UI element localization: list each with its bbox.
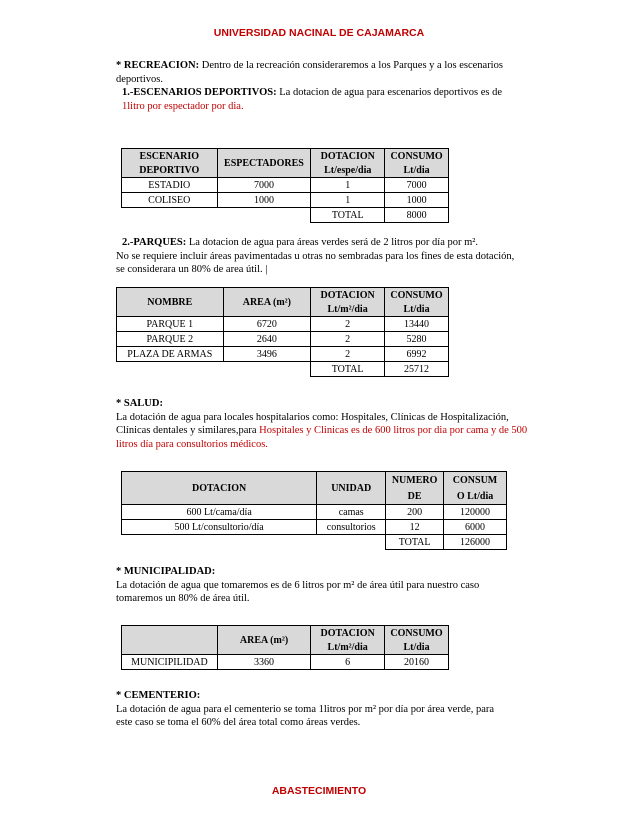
cell: 1000 [385, 193, 449, 208]
cell: 2 [311, 317, 385, 332]
page-header-title: UNIVERSIDAD NACINAL DE CAJAMARCA [213, 27, 425, 39]
salud-text1: La dotación de agua para locales hospitalarios como: Hospitales, Clínicas de Hospitalización, [116, 411, 509, 423]
total-value: 25712 [385, 362, 449, 377]
th-dotacion: DOTACION [311, 149, 385, 164]
th-deportivo: DEPORTIVO [122, 163, 218, 178]
salud-text2a: Clínicas dentales y similares,para [116, 425, 260, 436]
th-dotacion-unit: Lt/m²/dia [311, 302, 385, 317]
th-area: AREA (m²) [217, 626, 310, 655]
salud-table [121, 471, 507, 550]
salud-text2 [116, 424, 546, 438]
th-dotacion-unit: Lt/m²/dia [311, 640, 385, 655]
th-dotacion-unit: Lt/espe/dia [311, 163, 385, 178]
table-row [117, 347, 449, 362]
th-consumo-unit: Lt/dia [385, 640, 449, 655]
th-dotacion: DOTACION [311, 288, 385, 303]
table-row [122, 193, 449, 208]
cell: 7000 [217, 178, 311, 193]
cell: 3496 [223, 347, 311, 362]
total-value: 8000 [385, 208, 449, 223]
cell: 1000 [217, 193, 311, 208]
cell: 20160 [385, 655, 449, 670]
cell: 2 [311, 332, 385, 347]
th-consumo-unit: O Lt/dia [444, 488, 507, 505]
th-espectadores: ESPECTADORES [217, 149, 311, 178]
municipalidad-heading: * MUNICIPALIDAD: [116, 566, 216, 577]
cell: 2640 [223, 332, 311, 347]
total-row [122, 535, 507, 550]
th-consumo: CONSUMO [385, 288, 449, 303]
recreacion-paragraph [116, 59, 526, 86]
salud-heading: * SALUD: [116, 398, 163, 409]
th-consumo: CONSUM [444, 472, 507, 489]
cell: 500 Lt/consultorio/día [122, 520, 317, 535]
cementerio-section [116, 689, 536, 730]
total-row [122, 208, 449, 223]
municipalidad-text2: tomaremos un 80% de área útil. [116, 593, 250, 604]
th-consumo-unit: Lt/dia [385, 163, 449, 178]
th-consumo-unit: Lt/dia [385, 302, 449, 317]
th-unidad: UNIDAD [317, 472, 386, 505]
parques-heading: 2.-PARQUES: [122, 237, 187, 248]
cell: 1 [311, 193, 385, 208]
cell: 3360 [217, 655, 310, 670]
parques-text2: No se requiere incluir áreas pavimentadas u otras no sembradas para los fines de esta dotación, [116, 250, 515, 262]
cell: MUNICIPILIDAD [122, 655, 218, 670]
cell: 6000 [444, 520, 507, 535]
cell: 6720 [223, 317, 311, 332]
parques-table [116, 287, 449, 377]
escenarios-heading: 1.-ESCENARIOS DEPORTIVOS: [122, 87, 277, 98]
total-label: TOTAL [311, 208, 385, 223]
escenarios-table [121, 148, 449, 223]
parques-text3: se considerara un 80% de area útil. | [116, 264, 268, 275]
th-dotacion: DOTACION [311, 626, 385, 641]
cell: 200 [386, 505, 444, 520]
cell: 13440 [385, 317, 449, 332]
table-row [122, 505, 507, 520]
cell: camas [317, 505, 386, 520]
parques-section [116, 236, 536, 277]
escenarios-red-text: 1litro por espectador por dia. [122, 100, 244, 112]
municipalidad-section [116, 565, 536, 606]
cell: PARQUE 2 [117, 332, 224, 347]
salud-text3: litros día para consultorios médicos. [116, 438, 268, 450]
total-value: 126000 [444, 535, 507, 550]
th-dotacion: DOTACION [122, 472, 317, 505]
salud-text2b: Hospitales y Clinicas es de 600 litros por dia por cama y de 500 [259, 425, 528, 436]
th-consumo: CONSUMO [385, 626, 449, 641]
total-label: TOTAL [386, 535, 444, 550]
table-row [122, 520, 507, 535]
recreacion-section [116, 59, 526, 113]
municipalidad-text1: La dotación de agua que tomaremos es de 6 litros por m² de área útil para nuestro caso [116, 579, 480, 591]
total-row [117, 362, 449, 377]
cell: 2 [311, 347, 385, 362]
cementerio-text1: La dotación de agua para el cementerio se toma 1litros por m² por día por área verde, para [116, 703, 495, 715]
cell: 7000 [385, 178, 449, 193]
cell: 6 [311, 655, 385, 670]
table-row [122, 655, 449, 670]
cell: 5280 [385, 332, 449, 347]
cementerio-text2: este caso se toma el 60% del área total como áreas verdes. [116, 717, 361, 728]
total-label: TOTAL [311, 362, 385, 377]
th-empty [122, 626, 218, 655]
cell: ESTADIO [122, 178, 218, 193]
cell: 600 Lt/cama/día [122, 505, 317, 520]
th-numero: NUMERO [386, 472, 444, 489]
cell: consultorios [317, 520, 386, 535]
recreacion-intro: Dentro de la recreación consideraremos a los Parques y a los escenarios deportivos. [116, 60, 503, 85]
page-footer-title: ABASTECIMIENTO [271, 785, 367, 797]
cell: 12 [386, 520, 444, 535]
table-row [122, 178, 449, 193]
cell: 1 [311, 178, 385, 193]
cementerio-heading: * CEMENTERIO: [116, 690, 201, 701]
cell: COLISEO [122, 193, 218, 208]
th-consumo: CONSUMO [385, 149, 449, 164]
table-row [117, 332, 449, 347]
th-escenario: ESCENARIO [122, 149, 218, 164]
cell: 120000 [444, 505, 507, 520]
municipalidad-table [121, 625, 449, 670]
cell: PARQUE 1 [117, 317, 224, 332]
parques-text1: La dotacion de agua para áreas verdes será de 2 litros por día por m². [186, 237, 479, 248]
th-numero-de: DE [386, 488, 444, 505]
escenarios-paragraph [116, 86, 526, 113]
recreacion-heading: * RECREACION: [116, 60, 200, 71]
escenarios-text: La dotacion de agua para escenarios deportivos es de [276, 87, 502, 98]
salud-section [116, 397, 546, 451]
th-nombre: NOMBRE [117, 288, 224, 317]
table-row [117, 317, 449, 332]
cell: PLAZA DE ARMAS [117, 347, 224, 362]
cell: 6992 [385, 347, 449, 362]
parques-paragraph [116, 236, 536, 250]
th-area: AREA (m²) [223, 288, 311, 317]
